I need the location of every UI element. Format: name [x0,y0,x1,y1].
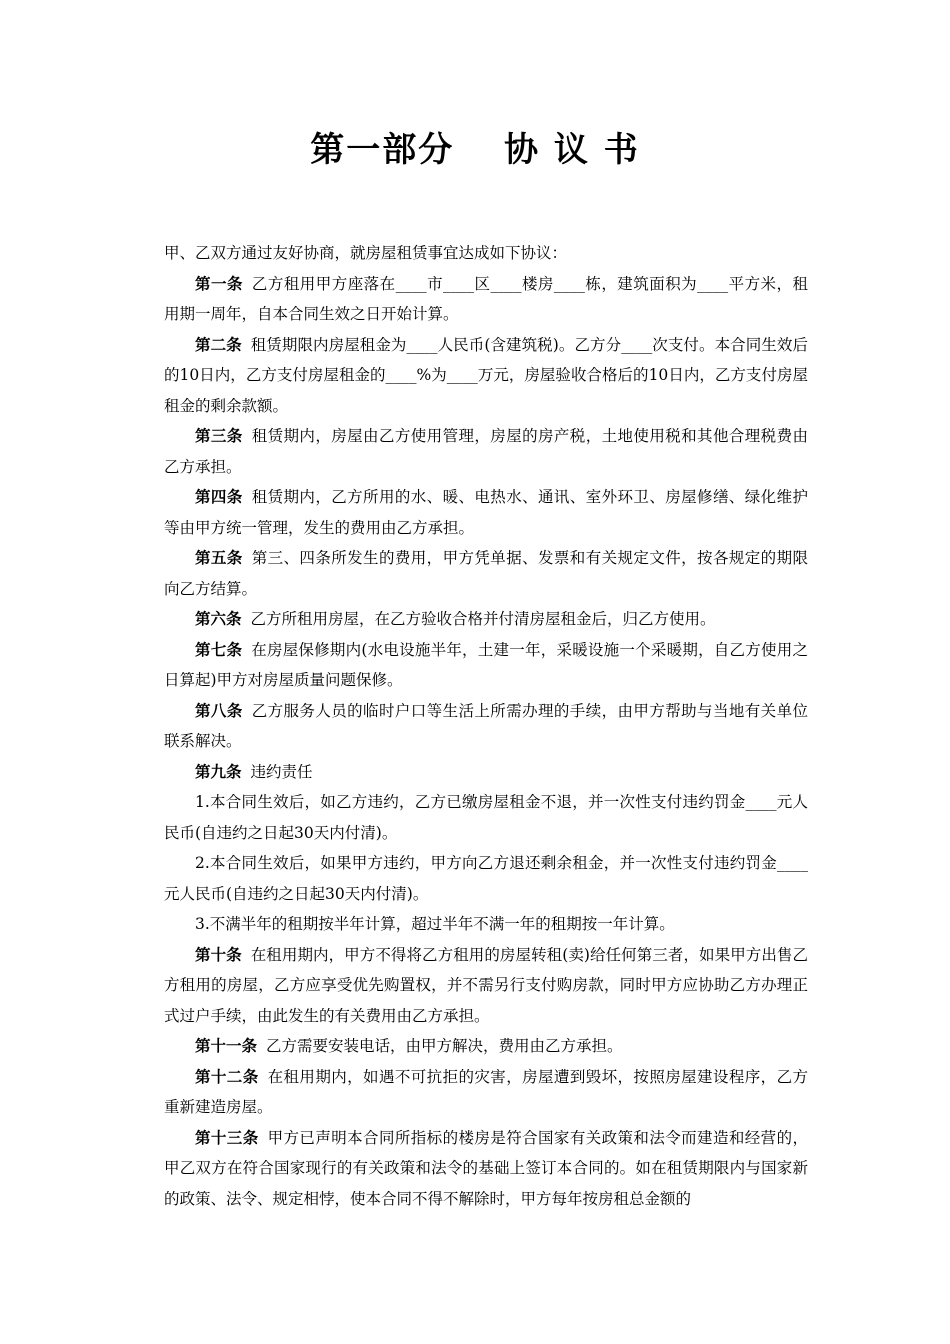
article-10 [164,940,808,1032]
clause-1: 1.本合同生效后，如乙方违约，乙方已缴房屋租金不退，并一次性支付违约罚金____元人民币(自违约之日起30天内付清)。 [164,793,808,842]
article-number: 第八条 [195,701,243,720]
article-3 [164,421,808,482]
article-number: 第七条 [195,640,243,659]
article-text: 乙方服务人员的临时户口等生活上所需办理的手续，由甲方帮助与当地有关单位联系解决。 [164,701,808,750]
clause-2: 2.本合同生效后，如果甲方违约，甲方向乙方退还剩余租金，并一次性支付违约罚金____元人民币(自违约之日起30天内付清)。 [164,854,808,903]
article-11 [164,1031,808,1062]
article-13 [164,1123,808,1215]
article-text: 在租用期内，甲方不得将乙方租用的房屋转租(卖)给任何第三者，如果甲方出售乙方租用的房屋，乙方应享受优先购置权，并不需另行支付购房款，同时甲方应协助乙方办理正式过户手续，由此发生的有关费用由乙方承担。 [164,945,808,1025]
article-text: 在租用期内，如遇不可抗拒的灾害，房屋遭到毁坏，按照房屋建设程序，乙方重新建造房屋。 [164,1067,808,1116]
article-5 [164,543,808,604]
article-6 [164,604,808,635]
article-text: 租赁期内，乙方所用的水、暖、电热水、通讯、室外环卫、房屋修缮、绿化维护等由甲方统一管理，发生的费用由乙方承担。 [164,488,808,537]
article-number: 第九条 [195,762,242,781]
article-text: 甲方已声明本合同所指标的楼房是符合国家有关政策和法令而建造和经营的，甲乙双方在符合国家现行的有关政策和法令的基础上签订本合同的。如在租赁期限内与国家新的政策、法令、规定相悖，使本合同不得不解除时，甲方每年按房租总金额的 [164,1128,808,1208]
article-number: 第五条 [195,549,243,567]
article-number: 第三条 [195,427,243,445]
article-text: 乙方所租用房屋，在乙方验收合格并付清房屋租金后，归乙方使用。 [250,610,716,628]
article-number: 第十一条 [195,1037,258,1055]
article-text: 违约责任 [250,762,313,781]
article-number: 第十三条 [195,1128,259,1147]
article-12 [164,1062,808,1123]
article-text: 第三、四条所发生的费用，甲方凭单据、发票和有关规定文件，按各规定的期限向乙方结算。 [164,549,808,598]
article-7 [164,635,808,696]
article-text: 在房屋保修期内(水电设施半年，土建一年，采暖设施一个采暖期，自乙方使用之日算起)甲方对房屋质量问题保修。 [164,640,808,689]
article-number: 第六条 [195,610,242,628]
article-text: 租赁期内，房屋由乙方使用管理，房屋的房产税，土地使用税和其他合理税费由乙方承担。 [164,427,808,476]
article-text: 租赁期限内房屋租金为____人民币(含建筑税)。乙方分____次支付。本合同生效后的10日内，乙方支付房屋租金的____%为____万元，房屋验收合格后的10日内，乙方支付房屋租金的剩余款额。 [164,335,808,415]
article-2 [164,330,808,422]
article-number: 第十二条 [195,1067,259,1086]
article-1 [164,269,808,330]
article-4 [164,482,808,543]
article-text: 乙方需要安装电话，由甲方解决，费用由乙方承担。 [266,1037,623,1055]
article-8 [164,696,808,757]
clause-3: 3.不满半年的租期按半年计算，超过半年不满一年的租期按一年计算。 [195,915,675,933]
intro-paragraph: 甲、乙双方通过友好协商，就房屋租赁事宜达成如下协议： [164,244,568,262]
page-title: 第一部分 协 议 书 [310,130,640,170]
article-number: 第四条 [195,488,243,506]
agreement-body [164,238,808,1214]
article-9 [164,757,808,788]
article-number: 第十条 [195,945,242,964]
article-number: 第一条 [195,274,243,293]
article-number: 第二条 [195,335,242,354]
article-text: 乙方租用甲方座落在____市____区____楼房____栋，建筑面积为____平方米，租用期一周年，自本合同生效之日开始计算。 [164,274,808,323]
